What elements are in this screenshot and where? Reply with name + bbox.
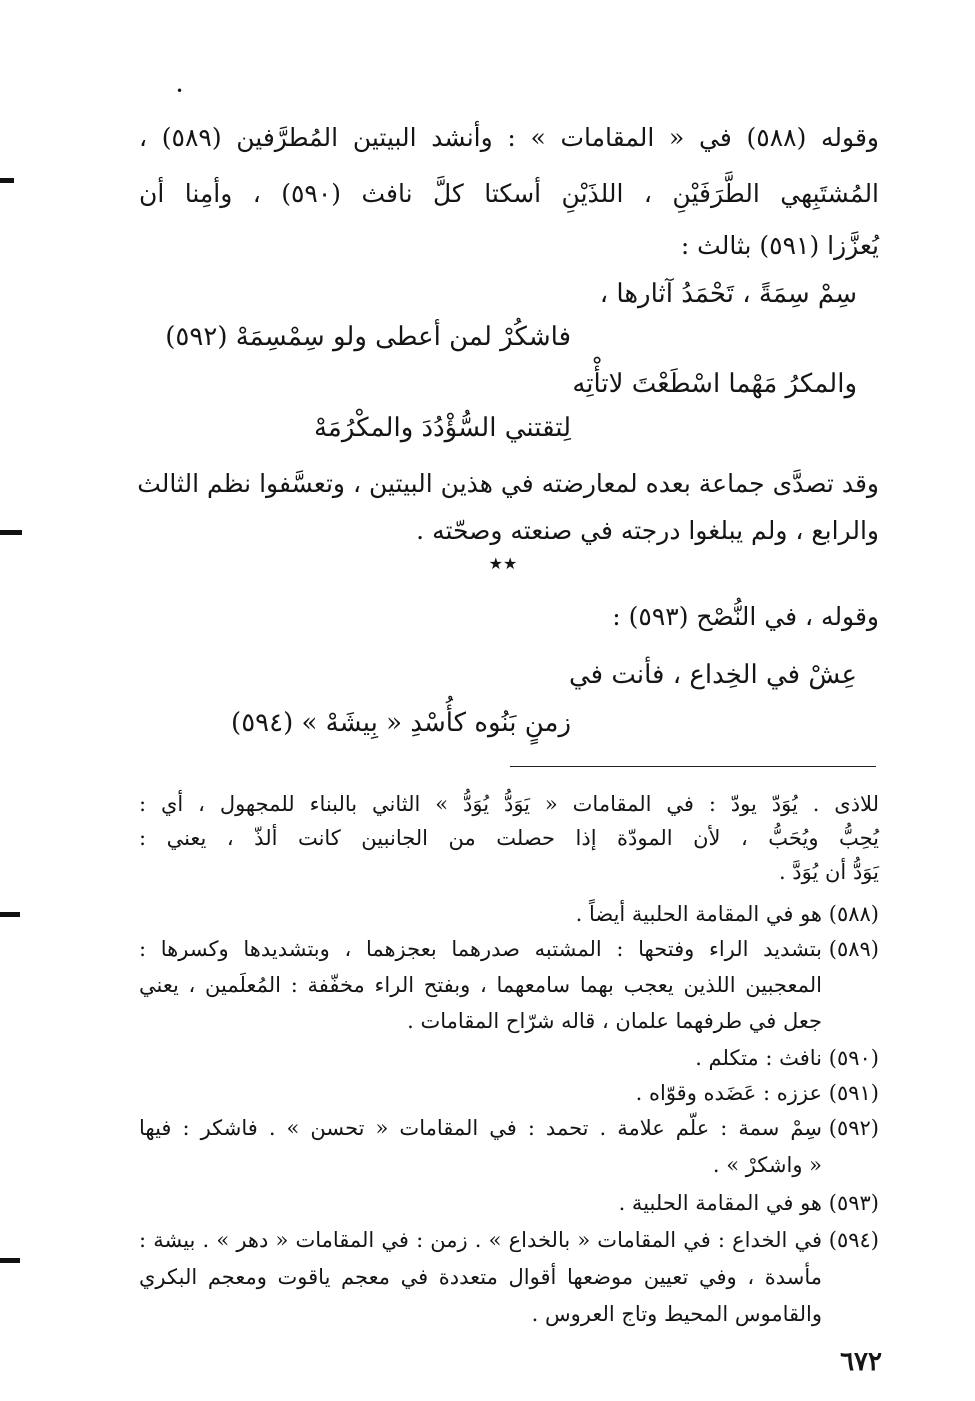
- verse-line: عِشْ في الخِداع ، فأنت في: [568, 660, 857, 690]
- footnote-line: المعجبين اللذين يعجب بهما سامعهما ، وبفتح الراء مخفّفة : المُعلَمين ، يعني: [139, 973, 822, 997]
- footnote-number: (٥٨٩): [828, 937, 879, 961]
- footnote-line: والقاموس المحيط وتاج العروس .: [531, 1302, 822, 1326]
- footnote-number: (٥٨٨): [828, 902, 879, 926]
- body-line: يُعزَّزا (٥٩١) بثالث :: [680, 231, 879, 260]
- footnote-number: (٥٩١): [828, 1081, 879, 1105]
- footnote-line: يُحِبُّ ويُحَبُّ ، لأن المودّة إذا حصلت من الجانبين كانت ألذّ ، يعني :: [139, 826, 879, 850]
- footnote-line: بتشديد الراء وفتحها : المشتبه صدرهما بعجزهما ، وبتشديدها وكسرها :: [139, 937, 822, 961]
- body-line: المُشتَبِهي الطَّرَفَيْنِ ، اللذَيْنِ أسكتا كلَّ نافث (٥٩٠) ، وأمِنا أن: [139, 179, 880, 208]
- footnote-line: نافث : متكلم .: [695, 1046, 822, 1070]
- verse-line: فاشكُرْ لمن أعطى ولو سِمْسِمَهْ (٥٩٢): [165, 322, 571, 352]
- verse-line: سِمْ سِمَةً ، تَحْمَدُ آثارها ،: [599, 279, 857, 309]
- verse-line: زمنٍ بَنُوه كأُسْدِ « بِيشَهْ » (٥٩٤): [231, 708, 571, 738]
- footnote-number: (٥٩٠): [828, 1046, 879, 1070]
- section-separator: ★★: [488, 554, 518, 573]
- margin-mark: [0, 530, 22, 535]
- footnote-rule: [510, 766, 876, 767]
- footnote-line: في الخداع : في المقامات « بالخداع » . زمن : في المقامات « دهر » . بيشة :: [139, 1228, 822, 1252]
- body-line: وقوله (٥٨٨) في « المقامات » : وأنشد البيتين المُطرَّفين (٥٨٩) ،: [139, 123, 879, 152]
- footnote-number: (٥٩٢): [828, 1116, 879, 1140]
- footnote-line: « واشكرْ » .: [712, 1153, 822, 1177]
- margin-mark: [0, 1258, 20, 1263]
- footnote-number: (٥٩٤): [828, 1228, 879, 1252]
- footnote-line: سِمْ سمة : علّم علامة . تحمد : في المقامات « تحسن » . فاشكر : فيها: [139, 1116, 822, 1140]
- body-line: وقوله ، في النُّصْح (٥٩٣) :: [612, 602, 879, 631]
- footnote-line: للاذى . يُوَدّ يودّ : في المقامات « يَوَدُّ يُوَدُّ » الثاني بالبناء للمجهول ، أي :: [139, 792, 879, 816]
- margin-mark: [0, 178, 14, 183]
- footnote-line: مأسدة ، وفي تعيين موضعها أقوال متعددة في معجم ياقوت ومعجم البكري: [139, 1265, 822, 1289]
- footnote-line: جعل في طرفهما علمان ، قاله شرّاح المقامات .: [407, 1009, 822, 1033]
- margin-mark: [0, 912, 20, 917]
- verse-line: لِتقتني السُّؤْدُدَ والمكْرُمَهْ: [313, 413, 571, 443]
- footnote-line: هو في المقامة الحلبية أيضاً .: [575, 902, 822, 926]
- verse-line: والمكرُ مَهْما اسْطَعْتَ لاتأْتِه: [572, 369, 857, 399]
- body-line: والرابع ، ولم يبلغوا درجته في صنعته وصحّته .: [416, 516, 879, 545]
- footnote-line: عززه : عَضَده وقوّاه .: [635, 1081, 822, 1105]
- footnote-number: (٥٩٣): [828, 1191, 879, 1215]
- body-line: وقد تصدَّى جماعة بعده لمعارضته في هذين البيتين ، وتعسَّفوا نظم الثالث: [137, 469, 879, 498]
- page-number: ٦٧٢: [840, 1347, 882, 1377]
- footnote-line: هو في المقامة الحلبية .: [618, 1191, 822, 1215]
- stray-dot: •: [176, 84, 184, 98]
- footnote-line: يَوَدُّ أن يُوَدَّ .: [778, 860, 879, 884]
